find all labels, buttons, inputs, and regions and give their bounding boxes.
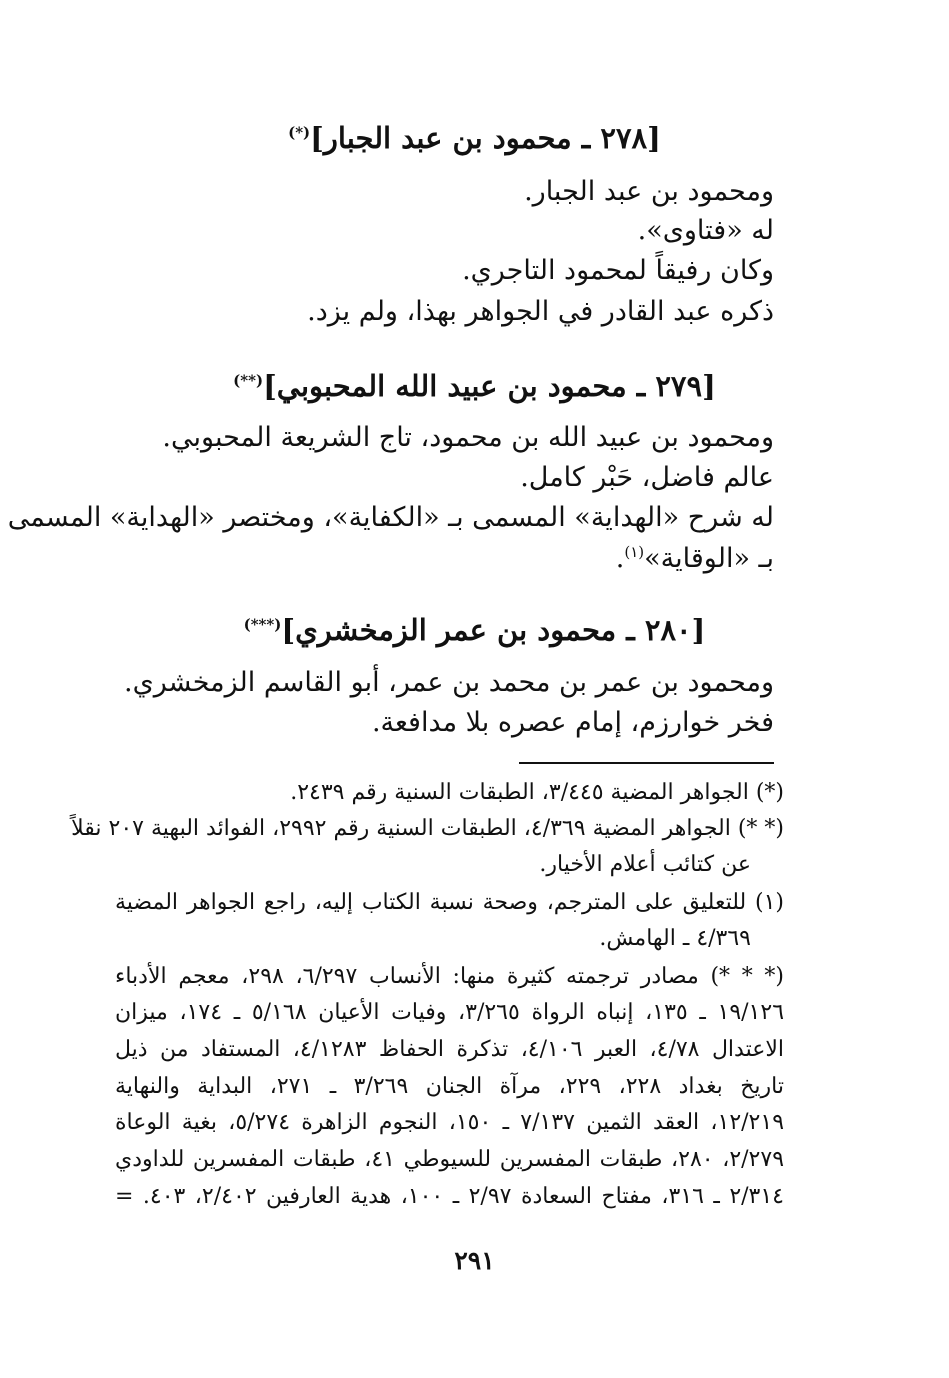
footnote-4-line-6: ٢/٢٧٩، ٢٨٠، طبقات المفسرين للسيوطي ٤١، طبقات المفسرين للداودي [115,1147,785,1172]
entry-278-title: [٢٧٨ ـ محمود بن عبد الجبار] [310,121,661,155]
entry-278-heading [0,118,949,158]
entry-278-footnote-marker: (*) [288,123,311,142]
footnote-3-line-1: (١) للتعليق على المترجم، وصحة نسبة الكتاب إليه، راجع الجواهر المضية [115,890,784,915]
entry-279-heading [0,366,949,406]
footnote-2-line-1: (* *) الجواهر المضية ٤/٣٦٩، الطبقات السنية رقم ٢٩٩٢، الفوائد البهية ٢٠٧ نقلاً [71,816,784,841]
entry-280-heading [0,610,949,650]
entry-279-title: [٢٧٩ ـ محمود بن عبيد الله المحبوبي] [263,369,716,403]
page-number: ٢٩١ [454,1246,495,1275]
entry-278-line-4: ذكره عبد القادر في الجواهر بهذا، ولم يزد. [307,296,774,327]
entry-280-line-1: ومحمود بن عمر بن محمد بن عمر، أبو القاسم الزمخشري. [124,667,774,698]
entry-279-line-4 [616,539,774,579]
entry-280-line-2: فخر خوارزم، إمام عصره بلا مدافعة. [371,707,774,738]
entry-279-footnote-marker: (**) [233,371,264,390]
footnote-1-line-1: (*) الجواهر المضية ٣/٤٤٥، الطبقات السنية رقم ٢٤٣٩. [290,780,784,805]
entry-280-footnote-marker: (***) [243,615,282,634]
entry-279-line-4-end: . [615,543,625,574]
entry-280-title: [٢٨٠ ـ محمود بن عمر الزمخشري] [281,613,706,647]
footnote-4-line-1: (* * *) مصادر ترجمته كثيرة منها: الأنساب ٦/٢٩٧، ٢٩٨، معجم الأدباء [115,964,785,989]
entry-278-line-1: ومحمود بن عبد الجبار. [524,176,774,207]
footnote-3-line-2: ٤/٣٦٩ ـ الهامش. [599,926,751,951]
footnote-4-line-4: تاريخ بغداد ٢٢٨، ٢٢٩، مرآة الجنان ٣/٢٦٩ ـ ٢٧١، البداية والنهاية [115,1074,785,1099]
entry-279-line-3: له شرح «الهداية» المسمى بـ «الكفاية»، ومختصر «الهداية» المسمى [7,502,774,533]
entry-279-line-4-text: بـ «الوقاية» [644,543,774,574]
entry-279-line-2: عالم فاضل، حَبْر كامل. [520,462,774,493]
footnote-separator [519,762,774,764]
footnote-4-line-3: الاعتدال ٤/٧٨، العبر ٤/١٠٦، تذكرة الحفاظ ٤/١٢٨٣، المستفاد من ذيل [115,1037,785,1062]
footnote-2-line-2: عن كتائب أعلام الأخيار. [539,852,751,877]
footnote-ref-1: (١) [624,543,645,561]
entry-278-line-2: له «فتاوى». [637,215,774,246]
footnote-4-line-7: ٢/٣١٤ ـ ٣١٦، مفتاح السعادة ٢/٩٧ ـ ١٠٠، هدية العارفين ٢/٤٠٢، ٤٠٣. = [115,1184,784,1209]
entry-278-line-3: وكان رفيقاً لمحمود التاجري. [462,255,774,286]
footnote-4-line-5: ١٢/٢١٩، العقد الثمين ٧/١٣٧ ـ ١٥٠، النجوم الزاهرة ٥/٢٧٤، بغية الوعاة [115,1110,785,1135]
footnote-4-line-2: ١٩/١٢٦ ـ ١٣٥، إنباه الرواة ٣/٢٦٥، وفيات الأعيان ٥/١٦٨ ـ ١٧٤، ميزان [115,1000,785,1025]
entry-279-line-1: ومحمود بن عبيد الله بن محمود، تاج الشريعة المحبوبي. [162,422,774,453]
